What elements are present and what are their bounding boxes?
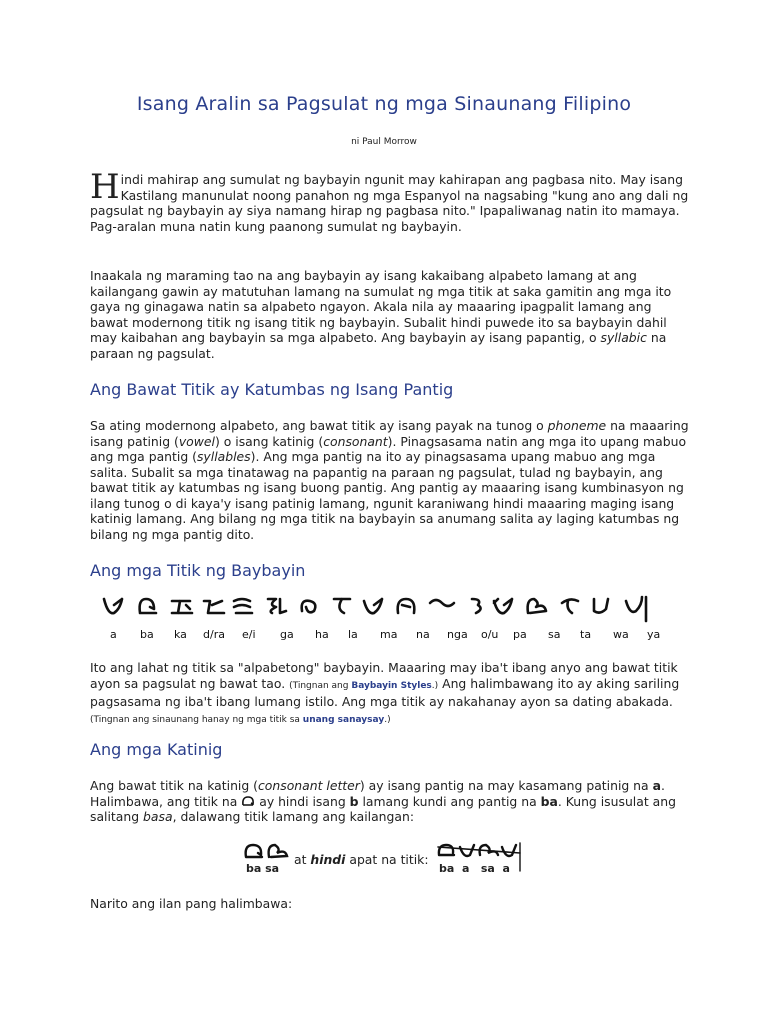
para5-a: Ang bawat titik na katinig (: [90, 778, 258, 793]
glyph-ya: [626, 597, 646, 621]
glyph-sa: [528, 599, 546, 613]
note-prefix: (Tingnan ang: [289, 680, 352, 691]
unang-sanaysay-link[interactable]: unang sanaysay: [302, 714, 385, 725]
consonant-term: consonant: [323, 433, 388, 449]
para2-text: Inaakala ng maraming tao na ang baybayin ay isang kakaibang alpabeto lamang at ang kailangang gawin ay matutuhan lamang na sumulat ng mga titik at saka gamitin ang mga ito gaya ng ginagawa natin sa alpabeto ngayon. Akala nila ay maaaring ipagpalit lamang ang bawat modernong titik ng isang titik ng baybayin. Subalit hindi puwede ito sa baybayin dahil may kaibahan ang baybayin sa mga alpabeto. Ang baybayin ay isang papantig, o: [90, 268, 672, 345]
paragraph-4: [90, 660, 690, 728]
basa-glyphs-image: [243, 841, 291, 861]
at-word: at: [294, 852, 311, 867]
glyph-pa: [494, 599, 512, 613]
para4-a: Ito ang lahat ng titik sa "alpabetong" baybayin. Maaaring may iba't ibang anyo ang bawat titik ayon sa pagsulat ng bawat tao.: [90, 660, 678, 691]
intro-text: indi mahirap ang sumulat ng baybayin ngunit may kahirapan ang pagbasa nito. May isang Kastilang manunulat noong panahon ng mga Espanyol na nagsabing "kung ano ang dali ng pagsulat ng baybayin ay siya namang hirap ng pagbasa nito." Ipapaliwanag natin ito mamaya. Pag-aralan muna natin kung paanong sumulat ng baybayin.: [90, 172, 689, 234]
para5-f: . Kung isusulat ang salitang: [90, 793, 676, 824]
glyph-label: ma: [380, 628, 398, 641]
ba-glyph-inline-icon: [241, 795, 255, 807]
note-suffix: .): [431, 680, 439, 691]
glyph-na: [398, 599, 415, 613]
syllable-ba: ba: [540, 793, 558, 809]
glyph-label: sa: [548, 628, 561, 641]
para5-c: . Halimbawa, ang titik na: [90, 778, 665, 809]
para3-e: ). Ang mga pantig na ito ay pinagsasama upang mabuo ang mga salita. Subalit sa mga tinatawag na papantig na paraan ng pagsulat, tulad ng baybayin, ang bawat titik ay katumbas ng isang buong pantig. Ang pantig ay maaaring isang kumbinasyon ng ilang tunog o di kaya'y isang patinig lamang, ngunit karaniwang hindi maaaring maging isang katinig lamang. Ang bilang ng mga titik na baybayin sa anumang salita ay laging katumbas ng bilang ng mga pantig dito.: [90, 449, 684, 542]
syllables-term: syllables: [196, 449, 251, 464]
letter-b: b: [349, 793, 359, 809]
paragraph-5: [90, 778, 690, 825]
hindi-word: hindi: [310, 852, 346, 867]
letter-a: a: [652, 778, 661, 793]
vowel-term: vowel: [178, 433, 215, 449]
note2-suffix: .): [384, 714, 391, 725]
glyph-label: ba: [140, 628, 154, 641]
glyph-ba: [140, 599, 156, 613]
glyph-label: ka: [174, 628, 187, 641]
page-title: Isang Aralin sa Pagsulat ng mga Sinaunang Filipino: [136, 93, 632, 115]
basa-word: basa: [143, 809, 173, 824]
example-connector: [294, 852, 429, 867]
glyph-ga: [268, 599, 286, 613]
paragraph-3: [90, 418, 690, 542]
heading-mga-titik: Ang mga Titik ng Baybayin: [90, 561, 306, 580]
heading-bawat-titik: Ang Bawat Titik ay Katumbas ng Isang Pantig: [90, 380, 454, 399]
glyph-ma: [364, 599, 382, 613]
note2-prefix: (Tingnan ang sinaunang hanay ng mga titik sa: [90, 714, 303, 725]
glyph-label: a: [110, 628, 117, 641]
glyph-label: na: [416, 628, 430, 641]
intro-paragraph: [90, 167, 690, 234]
consonant-letter-term: consonant letter: [258, 778, 360, 793]
glyph-a: [104, 599, 122, 613]
para5-e: lamang kundi ang pantig na: [358, 793, 541, 809]
glyph-label: ta: [580, 628, 592, 641]
para3-d: ). Pinagsasama natin ang mga ito upang mabuo ang mga pantig (: [90, 433, 687, 464]
baybayin-styles-link[interactable]: Baybayin Styles: [351, 680, 432, 691]
glyph-ka: [172, 601, 192, 613]
glyph-label: pa: [513, 628, 527, 641]
glyph-ta: [562, 599, 578, 613]
basa-label: ba sa: [246, 862, 280, 875]
paragraph-6: Narito ang ilan pang halimbawa:: [90, 896, 293, 911]
drop-cap: H: [90, 167, 120, 207]
glyph-ou: [472, 599, 481, 613]
glyph-label: la: [348, 628, 358, 641]
para5-g: , dalawang titik lamang ang kailangan:: [172, 809, 415, 824]
para2-tail: na paraan ng pagsulat.: [90, 330, 667, 361]
para5-d: ay hindi isang: [255, 793, 350, 809]
apat-text: apat na titik:: [345, 852, 429, 867]
baybayin-glyphs-image: [100, 593, 675, 625]
glyph-wa: [594, 599, 608, 613]
phoneme-term: phoneme: [547, 418, 607, 433]
wrong-label: ba a sa a: [439, 862, 510, 875]
heading-katinig: Ang mga Katinig: [90, 740, 223, 759]
glyph-label: ga: [280, 628, 294, 641]
syllabic-term: syllabic: [600, 330, 647, 345]
glyph-label: d/ra: [203, 628, 225, 641]
para5-b: ) ay isang pantig na may kasamang patinig na: [359, 778, 653, 793]
glyph-label: ya: [647, 628, 661, 641]
glyph-da: [204, 601, 224, 613]
para3-c: ) o isang katinig (: [214, 433, 324, 449]
glyph-label: o/u: [481, 628, 499, 641]
glyph-label: wa: [613, 628, 629, 641]
glyph-ei: [234, 599, 252, 613]
glyph-la: [334, 599, 350, 613]
para4-b: Ang halimbawang ito ay aking sariling pagsasama ng iba't ibang lumang istilo. Ang mga titik ay nakahanay ayon sa dating abakada.: [90, 675, 680, 709]
para3-b: na maaaring isang patinig (: [90, 418, 689, 449]
glyph-nga: [430, 600, 454, 606]
glyph-ha: [302, 601, 316, 613]
paragraph-2: [90, 268, 690, 361]
glyph-label: nga: [447, 628, 468, 641]
baybayin-alphabet-chart: [100, 593, 675, 643]
para3-a: Sa ating modernong alpabeto, ang bawat titik ay isang payak na tunog o: [90, 418, 548, 433]
glyph-label: e/i: [242, 628, 256, 641]
byline: ni Paul Morrow: [351, 137, 417, 147]
glyph-label: ha: [315, 628, 329, 641]
